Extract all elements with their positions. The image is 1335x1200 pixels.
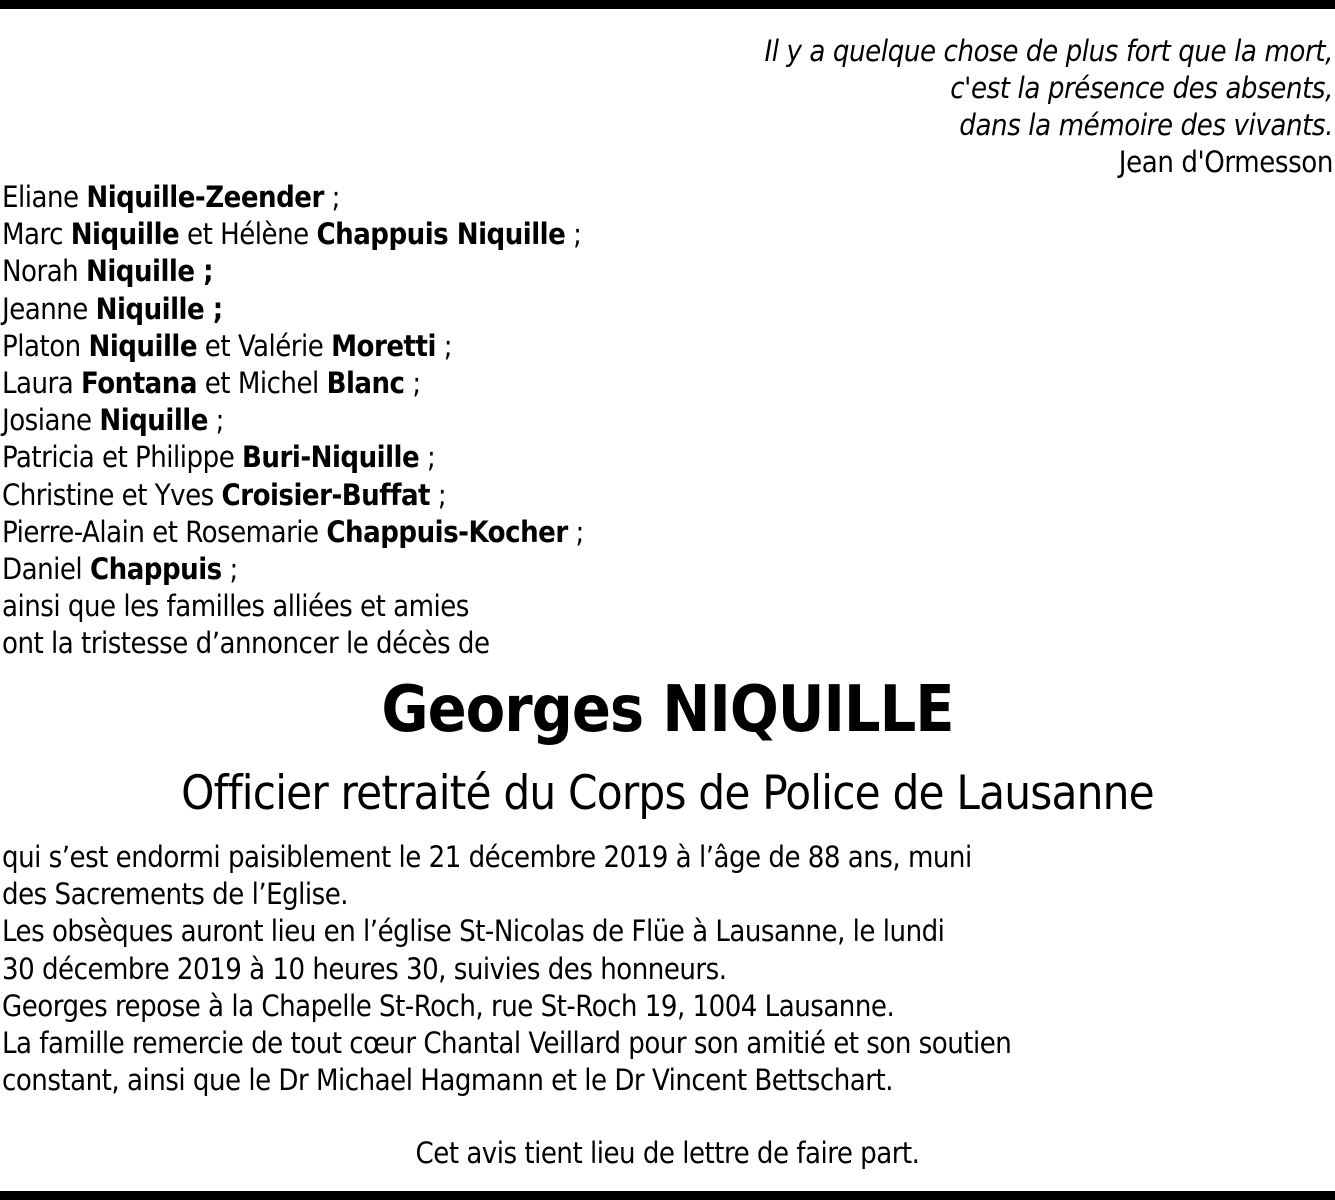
family-surname: Moretti: [331, 328, 436, 363]
family-text: Christine et Yves: [2, 477, 222, 512]
body-line: Les obsèques auront lieu en l’église St-Nicolas de Flüe à Lausanne, le lundi: [2, 914, 945, 949]
family-line: [2, 365, 902, 402]
family-line: [2, 477, 902, 514]
family-line: [2, 291, 902, 328]
family-line: [2, 328, 902, 365]
family-text: ainsi que les familles alliées et amies: [2, 589, 469, 624]
family-text: ;: [435, 328, 452, 363]
family-surname: Chappuis: [89, 552, 222, 587]
family-text: Eliane: [2, 180, 87, 214]
family-list: [2, 179, 902, 663]
bottom-border-rule: [0, 1191, 1335, 1200]
family-surname: Chappuis-Kocher: [326, 514, 568, 549]
family-text: ;: [567, 514, 584, 549]
family-surname: Niquille: [86, 254, 195, 289]
epigraph-quote: [433, 33, 1333, 181]
family-text: Jeanne: [2, 291, 96, 326]
top-border-rule: [0, 0, 1335, 9]
family-surname: Buri-Niquille: [242, 440, 420, 475]
deceased-role: Officier retraité du Corps de Police de Lausanne: [181, 766, 1154, 821]
family-text: ;: [565, 217, 582, 252]
closing-note: Cet avis tient lieu de lettre de faire part.: [415, 1136, 920, 1170]
family-line: [2, 588, 902, 625]
family-line: [2, 253, 902, 290]
body-line: constant, ainsi que le Dr Michael Hagmann et le Dr Vincent Bettschart.: [2, 1063, 893, 1098]
family-text: ;: [323, 180, 340, 214]
quote-line: dans la mémoire des vivants.: [959, 108, 1333, 142]
family-text: Marc: [2, 217, 71, 252]
family-line: [2, 625, 902, 662]
body-line: qui s’est endormi paisiblement le 21 décembre 2019 à l’âge de 88 ans, muni: [2, 840, 972, 874]
family-surname: Fontana: [81, 366, 197, 401]
family-line: [2, 402, 902, 439]
family-text: Daniel: [2, 552, 90, 587]
family-line: [2, 216, 902, 253]
family-text: ;: [404, 366, 421, 401]
family-text: Laura: [2, 366, 82, 401]
family-text: ;: [430, 477, 447, 512]
family-text: Patricia et Philippe: [2, 440, 243, 475]
family-surname: Niquille: [99, 403, 208, 438]
family-text: ont la tristesse d’annoncer le décès de: [2, 626, 490, 661]
family-line: [2, 439, 902, 476]
family-surname: Niquille-Zeender: [86, 180, 324, 214]
quote-line: c'est la présence des absents,: [950, 71, 1333, 105]
family-text: et Michel: [196, 366, 327, 401]
family-surname: Blanc: [326, 366, 405, 401]
family-line: [2, 179, 902, 216]
family-text: ;: [207, 403, 224, 438]
family-line: [2, 551, 902, 588]
body-line: La famille remercie de tout cœur Chantal Veillard pour son amitié et son soutien: [2, 1026, 1012, 1061]
family-text: ;: [419, 440, 436, 475]
quote-author: Jean d'Ormesson: [1118, 145, 1333, 179]
announcement-body: [2, 839, 1202, 1099]
family-text: et Hélène: [179, 217, 317, 252]
family-text: ;: [221, 552, 238, 587]
family-text: Norah: [2, 254, 86, 289]
deceased-name: Georges NIQUILLE: [381, 673, 954, 747]
family-text: Platon: [2, 328, 89, 363]
family-text: Josiane: [2, 403, 100, 438]
family-surname: Niquille: [70, 217, 180, 252]
family-text: et Valérie: [197, 328, 332, 363]
family-surname: Niquille: [88, 328, 198, 363]
family-text: Pierre-Alain et Rosemarie: [2, 514, 327, 549]
family-surname: Croisier-Buffat: [221, 477, 431, 512]
body-line: 30 décembre 2019 à 10 heures 30, suivies des honneurs.: [2, 951, 727, 986]
family-surname: ;: [204, 291, 223, 326]
quote-line: Il y a quelque chose de plus fort que la mort,: [764, 34, 1333, 68]
family-surname: ;: [194, 254, 214, 289]
family-surname: Chappuis Niquille: [316, 217, 566, 252]
family-surname: Niquille: [95, 291, 205, 326]
body-line: Georges repose à la Chapelle St-Roch, rue St-Roch 19, 1004 Lausanne.: [2, 988, 895, 1023]
family-line: [2, 514, 902, 551]
body-line: des Sacrements de l’Eglise.: [2, 877, 349, 912]
